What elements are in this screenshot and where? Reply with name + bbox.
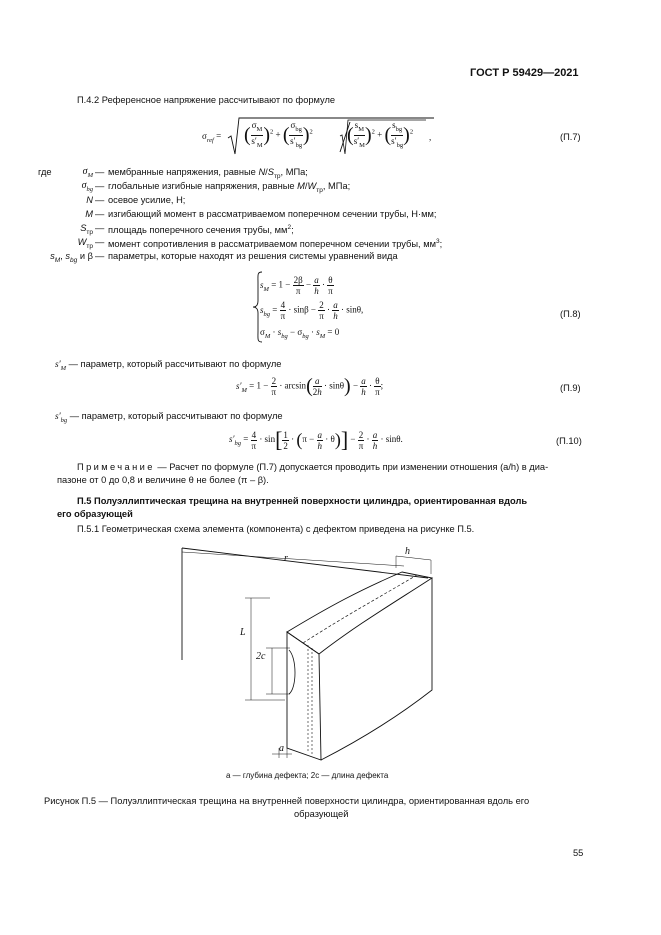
page-number: 55: [573, 848, 584, 858]
formula-p10: $s'_{bg}$ = $\frac{4}{\pi}$ · sin[ $\frac{1}{2}$ · (π − $\frac{a}{h}$ · θ)] − $\frac{2}{\pi}$ · $\frac{a}{h}$ · sinθ.: [229, 427, 403, 452]
label-L: L: [240, 627, 246, 638]
paragraph-p5-1: П.5.1 Геометрическая схема элемента (компонента) с дефектом приведена на рисунке П.5.: [77, 524, 475, 534]
label-h: h: [405, 546, 410, 557]
note-line-2: пазоне от 0 до 0,8 и величине θ не более (π – β).: [57, 475, 269, 485]
param-sbg-line: $s'_{bg}$ — параметр, который рассчитывают по формуле: [55, 411, 283, 424]
note-line-1: Примечание — Расчет по формуле (П.7) допускается проводить при изменении отношения (a/h) в диа-: [77, 462, 549, 472]
label-a: a: [279, 743, 284, 754]
formula-p9: $s'_M = 1$ − $\frac{2}{\pi}$ · arcsin( $\frac{a}{2h}$ · sinθ) − $\frac{a}{h}$ · $\frac{\theta}{\pi}$ ;: [236, 375, 384, 397]
label-r: r: [284, 553, 288, 564]
param-sm-line: $s'_M$ — параметр, который рассчитывают по формуле: [55, 359, 282, 372]
document-id: ГОСТ Р 59429—2021: [470, 67, 579, 79]
figure-legend: a — глубина дефекта; 2c — длина дефекта: [226, 771, 389, 780]
eq-number-p10: (П.10): [556, 436, 582, 446]
eq-number-p8: (П.8): [560, 309, 581, 319]
section-title-line-2: его образующей: [57, 509, 133, 519]
where-lead: где: [38, 167, 52, 177]
figure-caption-line-2: образующей: [294, 809, 349, 819]
formula-p7: $\sigma_{ref}$ = ( $\frac{\sigma_M}{s'_M}$ )$^2$ + ( $\frac{\sigma_{bg}}{s'_{bg}}$ )$^2$ ( $\frac{s_M}{s'_M}$ )$^2$ + ( $\frac{s_{bg}}{s'_{bg}}$ )$^2$ ,: [198, 116, 438, 156]
eq-number-p9: (П.9): [560, 383, 581, 393]
paragraph-p4-2: П.4.2 Референсное напряжение рассчитывают по формуле: [77, 95, 336, 105]
formula-p8: $s_M = 1$ − $\frac{2\beta}{\pi}$ − $\frac{a}{h}$ · $\frac{\theta}{\pi}$ $s_{bg}$ = $\frac{4}{\pi}$ · sinβ − $\frac{2}{\pi}$ · $\frac{a}{h}$ · sinθ, $\sigma_M \cdot s_{bg} - \sigma_{bg} \cdot s_M = 0$: [252, 271, 442, 341]
label-2c: 2c: [256, 651, 266, 662]
eq-number-p7: (П.7): [560, 132, 581, 142]
section-title-line-1: П.5 Полуэллиптическая трещина на внутренней поверхности цилиндра, ориентированная вдоль: [77, 496, 528, 506]
figure-caption-line-1: Рисунок П.5 — Полуэллиптическая трещина на внутренней поверхности цилиндра, ориентированная вдоль его: [44, 796, 530, 806]
